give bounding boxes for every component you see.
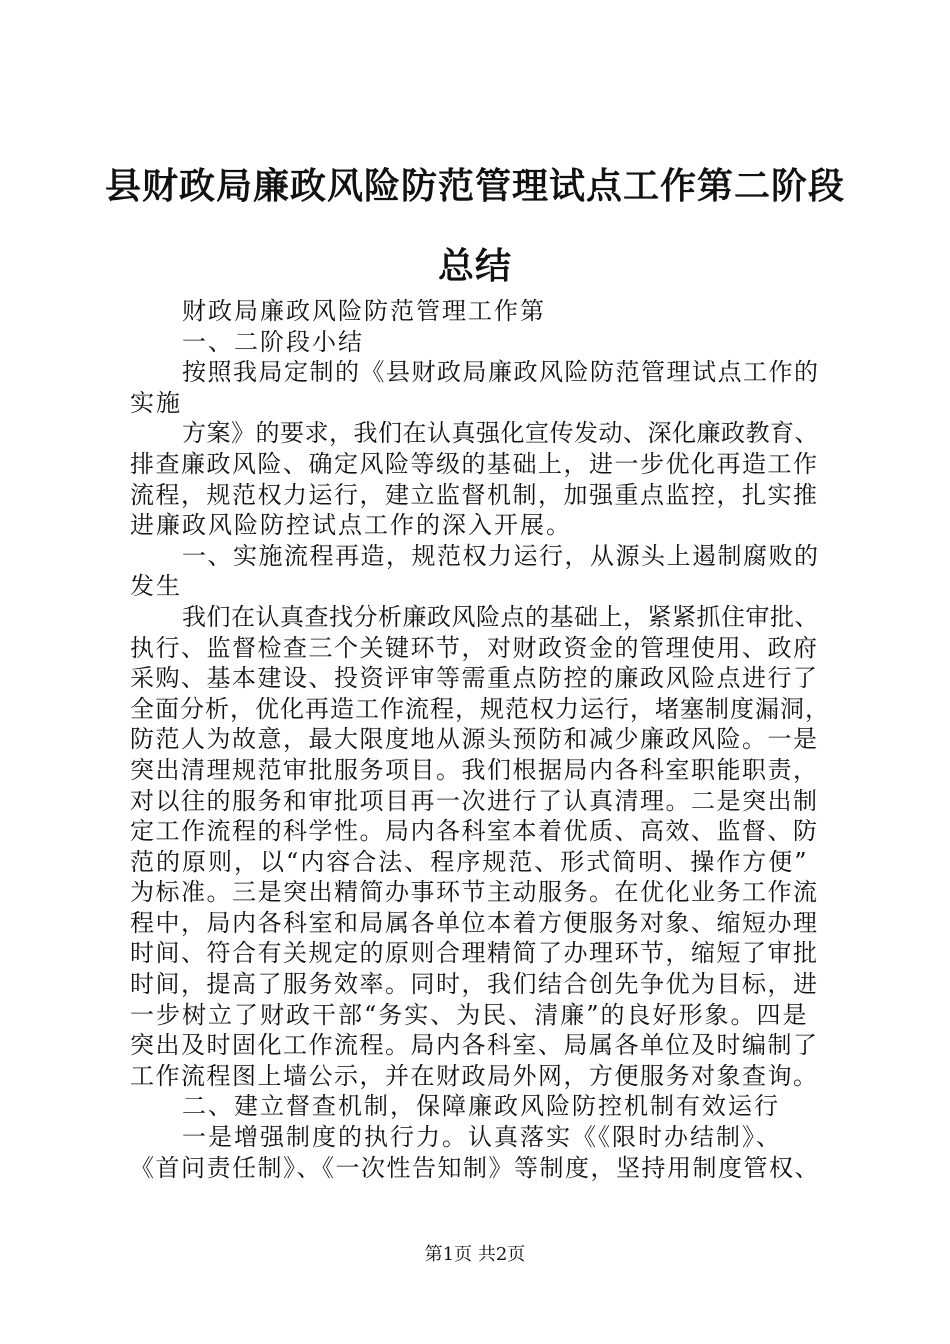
- body-line: 全面分析，优化再造工作流程，规范权力运行，堵塞制度漏洞，: [130, 694, 830, 723]
- body-line: 为标准。三是突出精简办事环节主动服务。在优化业务工作流: [130, 878, 819, 907]
- body-line: 一是增强制度的执行力。认真落实《《限时办结制》、: [182, 1123, 782, 1152]
- body-line: 定工作流程的科学性。局内各科室本着优质、高效、监督、防: [130, 817, 819, 846]
- body-line: 按照我局定制的《县财政局廉政风险防范管理试点工作的: [182, 358, 820, 387]
- document-body: [130, 296, 830, 1183]
- body-line: 财政局廉政风险防范管理工作第: [182, 297, 546, 325]
- body-line: 时间、符合有关规定的原则合理精简了办理环节，缩短了审批: [130, 939, 819, 968]
- body-line: 我们在认真查找分析廉政风险点的基础上，紧紧抓住审批、: [182, 602, 819, 631]
- body-line: 采购、基本建设、投资评审等需重点防控的廉政风险点进行了: [130, 664, 819, 693]
- body-line: 发生: [130, 572, 182, 601]
- body-line: 流程，规范权力运行，建立监督机制，加强重点监控，扎实推: [130, 480, 819, 509]
- body-line: 一、二阶段小结: [182, 327, 364, 356]
- body-line: 对以往的服务和审批项目再一次进行了认真清理。二是突出制: [130, 786, 819, 815]
- body-line: 实施: [130, 388, 182, 417]
- body-line: 防范人为故意，最大限度地从源头预防和减少廉政风险。一是: [130, 725, 819, 754]
- body-line: 时间，提高了服务效率。同时，我们结合创先争优为目标，进: [130, 970, 819, 999]
- document-title-line-2: 总结: [437, 245, 512, 287]
- document-title-line-1: 县财政局廉政风险防范管理试点工作第二阶段: [104, 165, 845, 207]
- body-line: 排查廉政风险、确定风险等级的基础上，进一步优化再造工作: [130, 449, 819, 478]
- body-line: 一步树立了财政干部“务实、为民、清廉”的良好形象。四是: [130, 1000, 809, 1029]
- body-line: 工作流程图上墙公示，并在财政局外网，方便服务对象查询。: [130, 1061, 819, 1090]
- body-line: 执行、监督检查三个关键环节，对财政资金的管理使用、政府: [130, 633, 819, 662]
- body-line: 方案》的要求，我们在认真强化宣传发动、深化廉政教育、: [182, 419, 819, 448]
- body-line: 突出清理规范审批服务项目。我们根据局内各科室职能职责，: [130, 755, 819, 784]
- body-line: 二、建立督查机制，保障廉政风险防控机制有效运行: [182, 1092, 780, 1121]
- body-line: 突出及时固化工作流程。局内各科室、局属各单位及时编制了: [130, 1031, 819, 1060]
- page-footer: 第1页 共2页: [424, 1244, 526, 1265]
- body-line: 进廉政风险防控试点工作的深入开展。: [130, 511, 572, 540]
- body-line: 范的原则，以“内容合法、程序规范、形式简明、操作方便”: [130, 847, 809, 876]
- body-line: 《首问责任制》、《一次性告知制》等制度，坚持用制度管权、: [130, 1153, 820, 1182]
- body-line: 一、实施流程再造，规范权力运行，从源头上遏制腐败的: [182, 541, 820, 570]
- body-line: 程中，局内各科室和局属各单位本着方便服务对象、缩短办理: [130, 908, 819, 937]
